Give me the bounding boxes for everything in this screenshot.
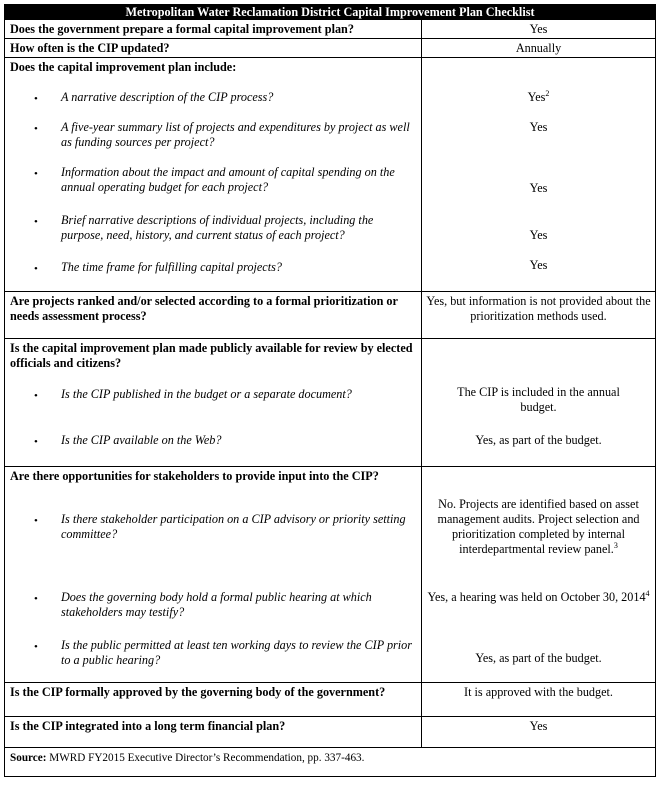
source-note (5, 748, 656, 777)
bullet-icon: • (34, 515, 38, 527)
question-cell (5, 339, 422, 467)
bullet-icon: • (34, 593, 38, 605)
footnote-ref: 3 (613, 540, 618, 550)
answer-cell: Yes (422, 20, 656, 39)
answer-cell: It is approved with the budget. (422, 683, 656, 717)
question-text: Is the capital improvement plan made publicly available for review by elected officials and citizens? (10, 341, 413, 370)
answer-cell: Yes (422, 717, 656, 748)
footnote-ref: 2 (545, 88, 550, 98)
footnote-ref: 4 (645, 588, 650, 598)
sub-question: Does the governing body hold a formal public hearing at which stakeholders may testify? (61, 590, 372, 619)
sub-question: Is the CIP available on the Web? (61, 433, 222, 447)
bullet-icon: • (34, 390, 38, 402)
title-row (5, 5, 656, 20)
table-row (5, 39, 656, 58)
table-title: Metropolitan Water Reclamation District Capital Improvement Plan Checklist (5, 5, 656, 20)
table-row (5, 717, 656, 748)
question-cell (5, 467, 422, 683)
sub-question: Is the CIP published in the budget or a separate document? (61, 387, 352, 401)
sub-question: Brief narrative descriptions of individual projects, including the purpose, need, history, and current status of each project? (61, 213, 374, 242)
answer-text: Yes, as part of the budget. (475, 651, 602, 665)
bullet-icon: • (34, 216, 38, 228)
bullet-icon: • (34, 93, 38, 105)
checklist-sheet (4, 4, 655, 777)
answer-text: No. Projects are identified based on asset management audits. Project selection and prioritization completed by internal interdepartmental review panel.$^3$ (437, 497, 640, 556)
sub-question: A narrative description of the CIP process? (61, 90, 274, 104)
answer-cell: Annually (422, 39, 656, 58)
sub-question: The time frame for fulfilling capital projects? (61, 260, 282, 274)
bullet-icon: • (34, 168, 38, 180)
answer-cell: Yes, but information is not provided about the prioritization methods used. (422, 292, 656, 339)
question-cell: Does the government prepare a formal capital improvement plan? (5, 20, 422, 39)
answer-text: Yes (529, 120, 548, 134)
answer-text: Yes (529, 258, 548, 272)
answer-text: Yes$^2$ (527, 88, 550, 104)
question-cell (5, 58, 422, 292)
question-cell: Is the CIP formally approved by the governing body of the government? (5, 683, 422, 717)
sub-question: Is the public permitted at least ten working days to review the CIP prior to a public hearing? (61, 638, 413, 667)
answer-text: Yes, a hearing was held on October 30, 2014$^4$ (427, 588, 650, 604)
question-text: Does the capital improvement plan include: (10, 60, 237, 74)
checklist-table (4, 4, 656, 777)
answer-cell (422, 58, 656, 292)
sub-question: A five-year summary list of projects and expenditures by project as well as funding sources per project? (61, 120, 410, 149)
answer-text: Yes (529, 228, 548, 242)
table-row (5, 467, 656, 683)
answer-cell (422, 467, 656, 683)
bullet-icon: • (34, 436, 38, 448)
table-row (5, 58, 656, 292)
source-text: MWRD FY2015 Executive Director’s Recommendation, pp. 337-463. (49, 752, 365, 764)
source-label: Source: (10, 752, 47, 764)
source-row (5, 748, 656, 777)
question-cell: Is the CIP integrated into a long term financial plan? (5, 717, 422, 748)
question-text: Are there opportunities for stakeholders to provide input into the CIP? (10, 469, 379, 483)
answer-text: Yes, as part of the budget. (475, 433, 602, 447)
question-cell: Are projects ranked and/or selected according to a formal prioritization or needs assessment process? (5, 292, 422, 339)
answer-cell (422, 339, 656, 467)
sub-question: Is there stakeholder participation on a CIP advisory or priority setting committee? (61, 512, 406, 541)
question-cell: How often is the CIP updated? (5, 39, 422, 58)
sub-question: Information about the impact and amount of capital spending on the annual operating budget for each project? (61, 165, 395, 194)
bullet-icon: • (34, 123, 38, 135)
answer-text: Yes (529, 181, 548, 195)
table-row (5, 339, 656, 467)
table-row (5, 683, 656, 717)
table-row (5, 292, 656, 339)
table-row (5, 20, 656, 39)
answer-text: The CIP is included in the annual budget. (457, 385, 620, 414)
bullet-icon: • (34, 641, 38, 653)
bullet-icon: • (34, 263, 38, 275)
